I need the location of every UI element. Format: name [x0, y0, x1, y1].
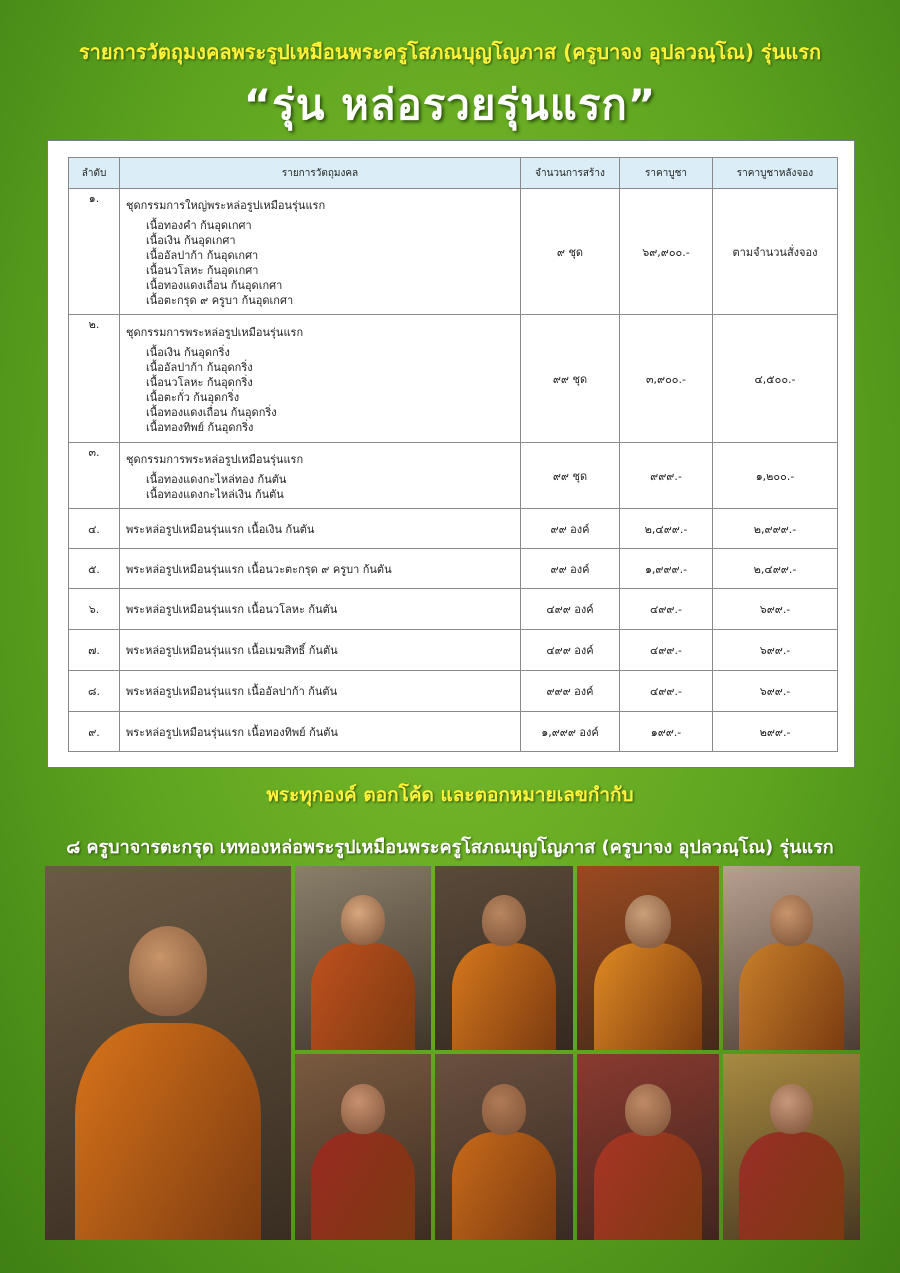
monk-head — [770, 1084, 814, 1134]
row-sub-item: เนื้อทองแดงกะไหล่เงิน ก้นตัน — [146, 487, 284, 501]
monk-head — [129, 926, 208, 1017]
row-sub-item: เนื้อทองแดงเถื่อน ก้นอุดกริ่ง — [146, 405, 277, 419]
row-price-after: ๖๙๙.- — [713, 630, 838, 671]
monk-robe — [311, 1132, 414, 1240]
row-sub-item: เนื้อทองแดงกะไหล่ทอง ก้นตัน — [146, 472, 287, 486]
row-sub-item: เนื้อตะกรุด ๙ ครูบา ก้นอุดเกศา — [146, 293, 294, 307]
row-price: ๑๙๙.- — [620, 712, 713, 752]
monk-photo — [577, 1054, 719, 1240]
row-sub-item: เนื้อเงิน ก้นอุดกริ่ง — [146, 345, 230, 359]
row-price-after: ๔,๕๐๐.- — [713, 315, 838, 443]
monk-robe — [452, 1132, 557, 1240]
table-row — [69, 589, 838, 630]
table-body — [69, 189, 838, 752]
row-quantity: ๙๙๙ องค์ — [521, 671, 620, 712]
monk-photo — [577, 866, 719, 1050]
monk-photo — [295, 866, 431, 1050]
table-row — [69, 630, 838, 671]
row-description — [120, 443, 521, 509]
row-sub-item: เนื้อตะกั่ว ก้นอุดกริ่ง — [146, 390, 240, 404]
monk-robe — [311, 943, 414, 1050]
row-price-after: ๖๙๙.- — [713, 671, 838, 712]
monk-photo — [45, 866, 291, 1240]
table-row — [69, 549, 838, 589]
col-header-qty: จำนวนการสร้าง — [521, 158, 620, 189]
col-header-no: ลำดับ — [69, 158, 120, 189]
row-sub-item: เนื้อนวโลหะ ก้นอุดกริ่ง — [146, 375, 253, 389]
monk-head — [770, 895, 814, 945]
row-price-after: ๒๙๙.- — [713, 712, 838, 752]
monk-photo — [723, 866, 860, 1050]
row-quantity: ๔๙๙ องค์ — [521, 589, 620, 630]
row-price: ๔๙๙.- — [620, 671, 713, 712]
row-price: ๖๙,๙๐๐.- — [620, 189, 713, 315]
row-title: ชุดกรรมการใหญ่พระหล่อรูปเหมือนรุ่นแรก — [126, 198, 326, 212]
row-number: ๑. — [69, 189, 120, 315]
row-quantity: ๙ ชุด — [521, 189, 620, 315]
row-description — [120, 589, 521, 630]
row-number: ๕. — [69, 549, 120, 589]
row-description — [120, 630, 521, 671]
row-description — [120, 189, 521, 315]
row-price: ๙๙๙.- — [620, 443, 713, 509]
col-header-price: ราคาบูชา — [620, 158, 713, 189]
monk-robe — [594, 943, 702, 1050]
title-line-1: รายการวัตถุมงคลพระรูปเหมือนพระครูโสภณบุญโญภาส (ครูบาจง อุปลวณฺโณ) รุ่นแรก — [78, 40, 822, 64]
row-number: ๙. — [69, 712, 120, 752]
row-sub-item: เนื้อทองคำ ก้นอุดเกศา — [146, 218, 252, 232]
row-price: ๓,๙๐๐.- — [620, 315, 713, 443]
monk-photo — [295, 1054, 431, 1240]
table-header-row — [69, 158, 838, 189]
row-price: ๔๙๙.- — [620, 630, 713, 671]
row-sub-item: เนื้อเงิน ก้นอุดเกศา — [146, 233, 236, 247]
monk-robe — [739, 1132, 843, 1240]
row-description — [120, 671, 521, 712]
monk-robe — [75, 1023, 262, 1240]
row-quantity: ๔๙๙ องค์ — [521, 630, 620, 671]
monk-photo — [435, 1054, 573, 1240]
monk-head — [482, 1084, 526, 1135]
monk-robe — [594, 1132, 702, 1240]
row-price: ๒,๔๙๙.- — [620, 509, 713, 549]
code-note: พระทุกองค์ ตอกโค้ด และตอกหมายเลขกำกับ — [266, 784, 634, 806]
table-row — [69, 189, 838, 315]
row-title: พระหล่อรูปเหมือนรุ่นแรก เนื้อนวโลหะ ก้นตัน — [126, 603, 338, 616]
monk-photo — [435, 866, 573, 1050]
row-description — [120, 549, 521, 589]
row-title: พระหล่อรูปเหมือนรุ่นแรก เนื้อเมฆสิทธิ์ ก้นตัน — [126, 644, 338, 657]
row-sub-item: เนื้อนวโลหะ ก้นอุดเกศา — [146, 263, 259, 277]
monk-photo — [723, 1054, 860, 1240]
row-description — [120, 315, 521, 443]
row-title: พระหล่อรูปเหมือนรุ่นแรก เนื้อนวะตะกรุด ๙ ครูบา ก้นตัน — [126, 562, 392, 576]
row-number: ๖. — [69, 589, 120, 630]
col-header-after: ราคาบูชาหลังจอง — [713, 158, 838, 189]
row-sub-item: เนื้ออัลปาก้า ก้นอุดกริ่ง — [146, 360, 253, 374]
row-number: ๓. — [69, 443, 120, 509]
row-quantity: ๑,๙๙๙ องค์ — [521, 712, 620, 752]
row-number: ๔. — [69, 509, 120, 549]
monk-head — [341, 895, 385, 945]
row-title: พระหล่อรูปเหมือนรุ่นแรก เนื้ออัลปาก้า ก้นตัน — [126, 685, 338, 698]
row-description — [120, 712, 521, 752]
monk-head — [482, 895, 526, 946]
monk-head — [341, 1084, 385, 1134]
monk-head — [625, 1084, 670, 1136]
table-row — [69, 443, 838, 509]
items-panel — [47, 140, 855, 768]
row-price-after: ๒,๔๙๙.- — [713, 549, 838, 589]
row-title: พระหล่อรูปเหมือนรุ่นแรก เนื้อทองทิพย์ ก้นตัน — [126, 725, 338, 739]
row-title: ชุดกรรมการพระหล่อรูปเหมือนรุ่นแรก — [126, 325, 304, 339]
row-sub-item: เนื้อทองแดงเถื่อน ก้นอุดเกศา — [146, 278, 283, 292]
row-quantity: ๙๙ ชุด — [521, 315, 620, 443]
row-price-after: ๑,๒๐๐.- — [713, 443, 838, 509]
row-number: ๗. — [69, 630, 120, 671]
table-row — [69, 712, 838, 752]
table-row — [69, 671, 838, 712]
items-table — [68, 157, 838, 752]
photo-caption: ๘ ครูบาจารตะกรุด เททองหล่อพระรูปเหมือนพระครูโสภณบุญโญภาส (ครูบาจง อุปลวณฺโณ) รุ่นแรก — [66, 837, 834, 858]
table-row — [69, 315, 838, 443]
row-quantity: ๙๙ องค์ — [521, 509, 620, 549]
row-price-after: ๒,๙๙๙.- — [713, 509, 838, 549]
table-row — [69, 509, 838, 549]
row-number: ๘. — [69, 671, 120, 712]
row-price-after: ตามจำนวนสั่งจอง — [713, 189, 838, 315]
col-header-item: รายการวัตถุมงคล — [120, 158, 521, 189]
monk-robe — [739, 943, 843, 1050]
row-description — [120, 509, 521, 549]
row-title: พระหล่อรูปเหมือนรุ่นแรก เนื้อเงิน ก้นตัน — [126, 522, 315, 536]
monk-robe — [452, 943, 557, 1050]
monk-head — [625, 895, 670, 947]
row-price: ๔๙๙.- — [620, 589, 713, 630]
row-sub-item: เนื้อทองทิพย์ ก้นอุดกริ่ง — [146, 420, 254, 434]
row-price: ๑,๙๙๙.- — [620, 549, 713, 589]
row-title: ชุดกรรมการพระหล่อรูปเหมือนรุ่นแรก — [126, 452, 304, 466]
row-quantity: ๙๙ ชุด — [521, 443, 620, 509]
row-sub-item: เนื้ออัลปาก้า ก้นอุดเกศา — [146, 248, 259, 262]
title-line-2: “รุ่น หล่อรวยรุ่นแรก” — [243, 80, 657, 129]
row-price-after: ๖๙๙.- — [713, 589, 838, 630]
row-number: ๒. — [69, 315, 120, 443]
row-quantity: ๙๙ องค์ — [521, 549, 620, 589]
